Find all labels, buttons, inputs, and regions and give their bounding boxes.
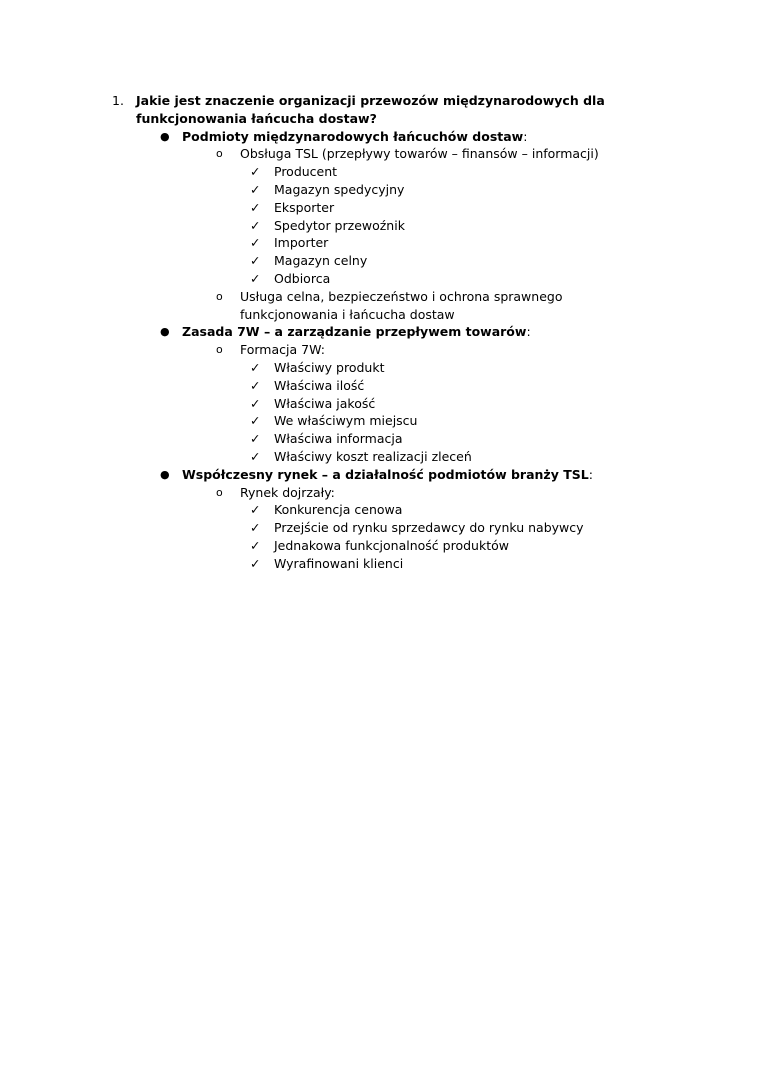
list-item-text: Spedytor przewoźnik (274, 217, 405, 233)
section-zasada-7w (160, 323, 672, 341)
list-item (250, 555, 672, 573)
question-heading (112, 92, 672, 128)
checkmark-icon: ✓ (250, 164, 261, 180)
list-item (250, 501, 672, 519)
checkmark-icon: ✓ (250, 502, 261, 518)
checkmark-icon: ✓ (250, 555, 261, 571)
checkmark-icon: ✓ (250, 217, 261, 233)
bullet-icon: ● (160, 129, 170, 143)
list-item-text: Importer (274, 235, 329, 251)
list-item (250, 234, 672, 252)
section-label: Podmioty międzynarodowych łańcuchów dostaw (182, 128, 524, 144)
list-item (250, 181, 672, 199)
list-item (250, 430, 672, 448)
list-item (250, 448, 672, 466)
sub-item (216, 484, 672, 502)
checkmark-icon: ✓ (250, 395, 261, 411)
list-item-text: Właściwa ilość (274, 377, 365, 393)
checkmark-icon: ✓ (250, 448, 261, 464)
sub-item-text: Formacja 7W: (240, 342, 325, 358)
list-item (250, 377, 672, 395)
list-item (250, 270, 672, 288)
list-item-text: Właściwa informacja (274, 431, 403, 447)
checkmark-icon: ✓ (250, 181, 261, 197)
checkmark-icon: ✓ (250, 520, 261, 536)
sub-item-text: Usługa celna, bezpieczeństwo i ochrona sprawnego funkcjonowania i łańcucha dostaw (240, 288, 563, 322)
list-item (250, 359, 672, 377)
list-item-text: Magazyn celny (274, 253, 368, 269)
checkmark-icon: ✓ (250, 431, 261, 447)
checkmark-icon: ✓ (250, 270, 261, 286)
checkmark-icon: ✓ (250, 537, 261, 553)
question-block (112, 92, 672, 573)
bullet-icon: ● (160, 325, 170, 339)
list-item-text: We właściwym miejscu (274, 413, 418, 429)
question-text: Jakie jest znaczenie organizacji przewozów międzynarodowych dla funkcjonowania łańcucha dostaw? (136, 93, 605, 126)
sub-item-text: Rynek dojrzały: (240, 484, 335, 500)
checkmark-icon: ✓ (250, 359, 261, 375)
list-item (250, 519, 672, 537)
list-item-text: Konkurencja cenowa (274, 502, 403, 518)
section-suffix: : (588, 466, 593, 482)
circle-marker-icon: o (216, 147, 223, 161)
checkmark-icon: ✓ (250, 377, 261, 393)
list-item (250, 217, 672, 235)
section-label: Współczesny rynek – a działalność podmiotów branży TSL (182, 466, 589, 482)
section-wspolczesny-rynek (160, 466, 672, 484)
list-item-text: Przejście od rynku sprzedawcy do rynku nabywcy (274, 520, 584, 536)
sub-item (216, 145, 672, 163)
list-item-text: Producent (274, 164, 338, 180)
section-podmioty (160, 128, 672, 146)
checkmark-icon: ✓ (250, 413, 261, 429)
list-item-text: Magazyn spedycyjny (274, 181, 405, 197)
list-item-text: Jednakowa funkcjonalność produktów (274, 537, 509, 553)
sub-item (216, 288, 672, 324)
sub-item-text: Obsługa TSL (przepływy towarów – finansów – informacji) (240, 146, 599, 162)
list-item (250, 412, 672, 430)
question-number: 1. (112, 93, 124, 108)
circle-marker-icon: o (216, 343, 223, 357)
sub-item (216, 341, 672, 359)
list-item (250, 395, 672, 413)
list-item-text: Odbiorca (274, 270, 331, 286)
list-item (250, 537, 672, 555)
bullet-icon: ● (160, 467, 170, 481)
list-item-text: Wyrafinowani klienci (274, 555, 404, 571)
list-item (250, 199, 672, 217)
section-label: Zasada 7W – a zarządzanie przepływem towarów (182, 324, 527, 340)
list-item-text: Właściwa jakość (274, 395, 376, 411)
section-suffix: : (526, 324, 531, 340)
list-item (250, 252, 672, 270)
section-suffix: : (523, 128, 528, 144)
list-item (250, 163, 672, 181)
checkmark-icon: ✓ (250, 253, 261, 269)
checkmark-icon: ✓ (250, 235, 261, 251)
checkmark-icon: ✓ (250, 199, 261, 215)
list-item-text: Właściwy koszt realizacji zleceń (274, 448, 472, 464)
circle-marker-icon: o (216, 289, 223, 303)
list-item-text: Właściwy produkt (274, 359, 385, 375)
list-item-text: Eksporter (274, 199, 335, 215)
circle-marker-icon: o (216, 485, 223, 499)
